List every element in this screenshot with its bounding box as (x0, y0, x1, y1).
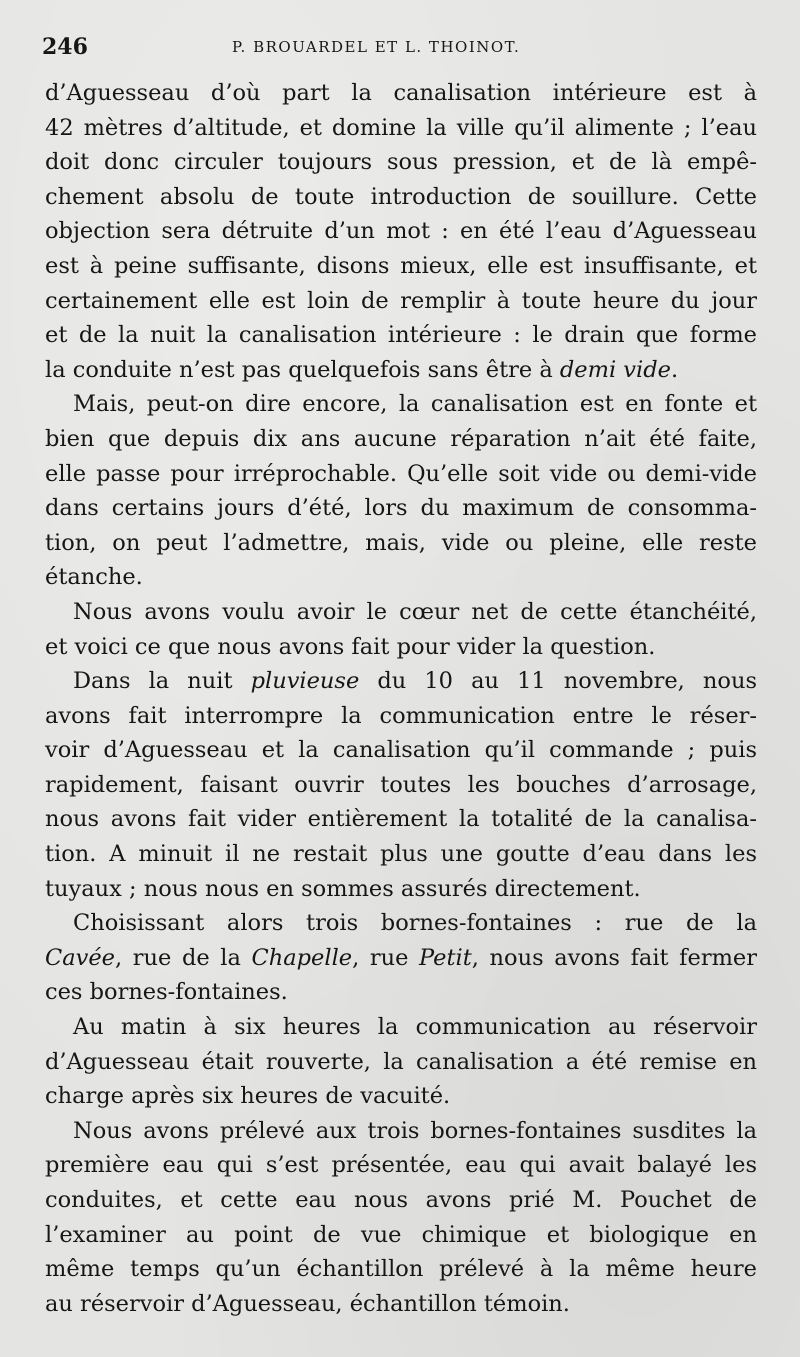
text-run: dans certains jours d’été, lors du maximum de consomma- (45, 495, 757, 522)
text-line (45, 1045, 757, 1080)
text-run: rapidement, faisant ouvrir toutes les bouches d’arrosage, (45, 771, 757, 798)
text-line (45, 1252, 757, 1287)
text-run: , rue (352, 944, 420, 971)
text-line (45, 1010, 757, 1045)
text-run: Mais, peut-on dire encore, la canalisation est en fonte et (73, 391, 757, 418)
text-run: Au matin à six heures la communication au réservoir (73, 1014, 757, 1041)
text-run: d’Aguesseau était rouverte, la canalisation a été remise en (45, 1048, 757, 1075)
text-run: objection sera détruite d’un mot : en été l’eau d’Aguesseau (45, 218, 757, 245)
text-line (45, 422, 757, 457)
running-header (42, 34, 760, 64)
text-line (45, 145, 757, 180)
text-line (45, 630, 757, 665)
text-line (45, 318, 757, 353)
text-line (45, 387, 757, 422)
text-run: , rue de la (114, 944, 252, 971)
text-run: , nous avons fait fermer (471, 944, 757, 971)
text-run: Nous avons prélevé aux trois bornes-fontaines susdites la (73, 1117, 757, 1144)
text-line (45, 1114, 757, 1149)
text-line (45, 802, 757, 837)
text-line (45, 214, 757, 249)
text-run: doit donc circuler toujours sous pression, et de là empê- (45, 149, 757, 176)
text-run: avons fait interrompre la communication entre le réser- (45, 702, 757, 729)
text-line (45, 491, 757, 526)
text-line (45, 111, 757, 146)
text-run: tion. A minuit il ne restait plus une goutte d’eau dans les (45, 841, 757, 868)
text-run: la conduite n’est pas quelquefois sans être à (45, 356, 560, 383)
text-run: voir d’Aguesseau et la canalisation qu’il commande ; puis (45, 737, 757, 764)
text-run: Nous avons voulu avoir le cœur net de cette étanchéité, (73, 598, 757, 625)
text-line (45, 768, 757, 803)
text-run: conduites, et cette eau nous avons prié M. Pouchet de (45, 1187, 757, 1213)
body-text (45, 76, 757, 1321)
page-number: 246 (42, 34, 88, 60)
text-run: charge après six heures de vacuité. (45, 1083, 451, 1110)
text-line (45, 457, 757, 492)
text-run: nous avons fait vider entièrement la totalité de la canalisa- (45, 806, 757, 833)
text-line (45, 837, 757, 872)
text-line (45, 76, 757, 111)
text-line (45, 1287, 757, 1322)
text-run: tion, on peut l’admettre, mais, vide ou pleine, elle reste (45, 529, 757, 556)
text-line (45, 872, 757, 907)
italic-text: Cavée (45, 944, 115, 971)
text-run: chement absolu de toute introduction de souillure. Cette (45, 183, 757, 210)
text-run: étanche. (45, 564, 143, 591)
text-run: et de la nuit la canalisation intérieure : le drain que forme (45, 322, 757, 349)
text-line (45, 1148, 757, 1183)
text-run: Choisissant alors trois bornes-fontaines : rue de la (73, 910, 757, 937)
italic-text: Chapelle (251, 944, 353, 971)
text-run: elle passe pour irréprochable. Qu’elle soit vide ou demi-vide (45, 460, 757, 487)
text-run: au réservoir d’Aguesseau, échantillon témoin. (45, 1290, 570, 1317)
text-line (45, 353, 757, 388)
text-run: est à peine suffisante, disons mieux, elle est insuffisante, et (45, 252, 757, 279)
text-run: certainement elle est loin de remplir à toute heure du jour (45, 287, 757, 314)
text-run: même temps qu’un échantillon prélevé à la même heure (45, 1256, 757, 1283)
text-line (45, 284, 757, 319)
running-title: P. BROUARDEL ET L. THOINOT. (232, 38, 521, 56)
text-run: tuyaux ; nous nous en sommes assurés directement. (45, 875, 641, 902)
text-line (45, 560, 757, 595)
text-run: Dans la nuit (73, 668, 251, 695)
text-line (45, 1183, 757, 1218)
text-line (45, 1218, 757, 1253)
text-line (45, 249, 757, 284)
italic-text: pluvieuse (250, 668, 360, 695)
text-line (45, 733, 757, 768)
text-run: du 10 au 11 novembre, nous (359, 668, 757, 695)
text-run: et voici ce que nous avons fait pour vider la question. (45, 633, 656, 660)
text-line (45, 595, 757, 630)
text-line (45, 526, 757, 561)
text-run: l’examiner au point de vue chimique et biologique en (45, 1221, 757, 1248)
italic-text: Petit (419, 944, 472, 971)
text-run: bien que depuis dix ans aucune réparation n’ait été faite, (45, 425, 757, 452)
text-line (45, 180, 757, 215)
text-line (45, 906, 757, 941)
text-run: 42 mètres d’altitude, et domine la ville qu’il alimente ; l’eau (45, 114, 757, 141)
text-run: ces bornes-fontaines. (45, 979, 288, 1006)
text-line (45, 1079, 757, 1114)
text-line (45, 941, 757, 976)
italic-text: demi vide (559, 356, 671, 383)
text-run: . (670, 356, 679, 383)
text-line (45, 975, 757, 1010)
text-line (45, 664, 757, 699)
text-run: d’Aguesseau d’où part la canalisation intérieure est à (45, 80, 757, 106)
text-run: première eau qui s’est présentée, eau qui avait balayé les (45, 1152, 757, 1179)
text-line (45, 699, 757, 734)
